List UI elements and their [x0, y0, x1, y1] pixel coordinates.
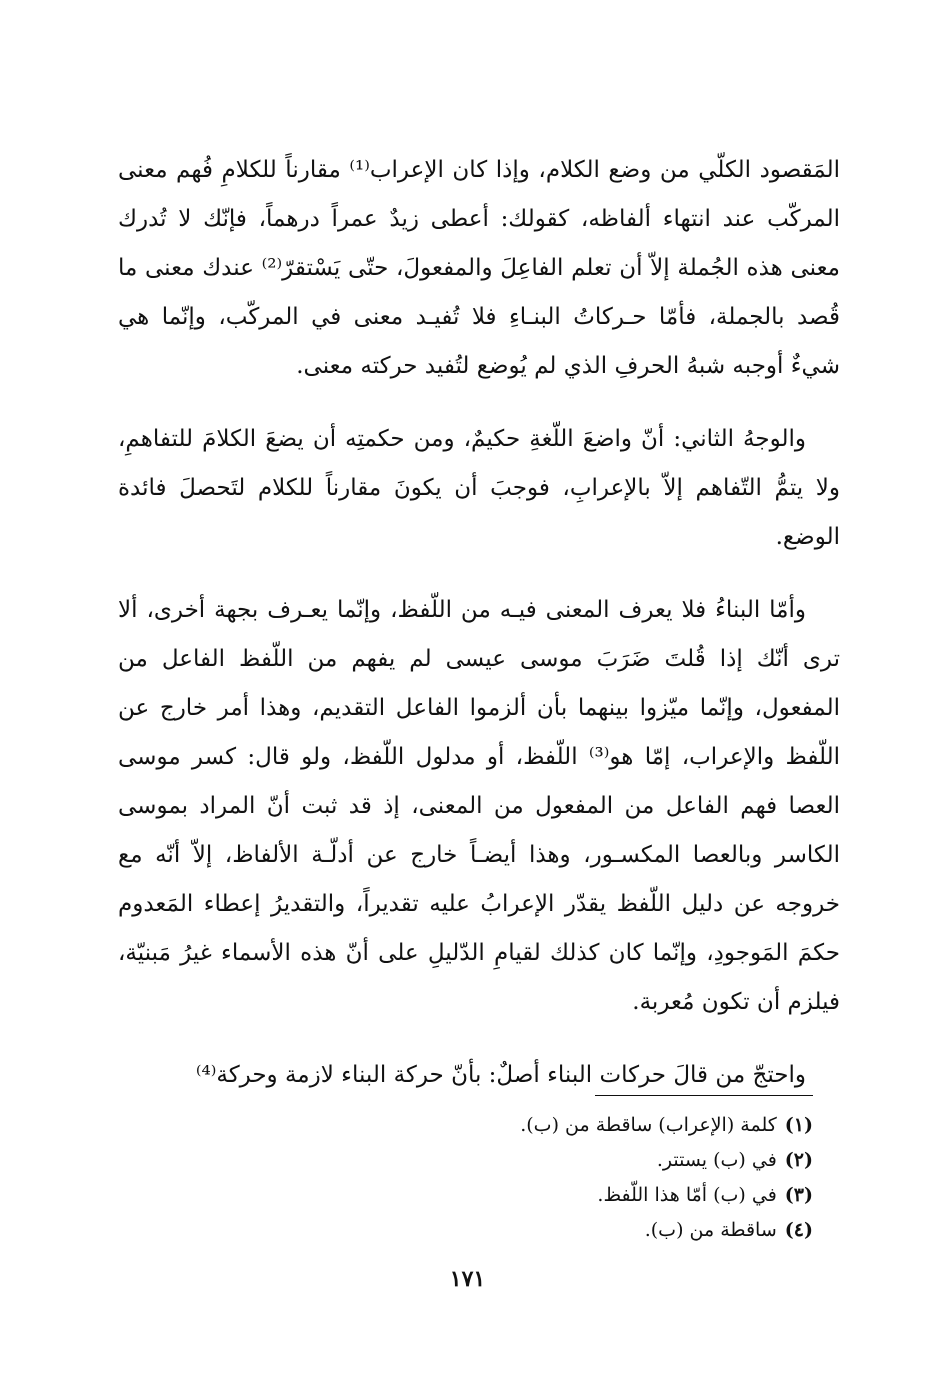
footnote-2: [213, 1143, 813, 1178]
paragraph-4: واحتجّ من قالَ حركات البناء أصلٌ: بأنّ حركة البناء لازمة وحركة⁽⁴⁾: [195, 1062, 806, 1088]
footnote-1: [213, 1108, 813, 1143]
footnote-3: [213, 1178, 813, 1213]
footnotes: [213, 1108, 813, 1248]
footnote-text: كلمة (الإعراب) ساقطة من (ب).: [520, 1114, 777, 1136]
paragraph-2: والوجهُ الثاني: أنّ واضعَ اللّغةِ حكيمٌ، ومن حكمتِه أن يضعَ الكلامَ للتفاهمِ، ولا يتمُّ التّفاهم إلاّ بالإعرابِ، فوجبَ أن يكونَ مقارناً للكلام لتَحصلَ فائدة الوضع.: [118, 426, 840, 550]
footnote-4: [213, 1213, 813, 1248]
footnote-number: (٤): [784, 1219, 813, 1241]
page-number: ١٧١: [449, 1266, 486, 1292]
footnote-text: في (ب) يستتر.: [656, 1149, 777, 1171]
footnote-separator: [595, 1095, 813, 1096]
footnote-number: (٢): [784, 1149, 813, 1171]
main-text: [118, 146, 840, 1100]
footnote-number: (٣): [784, 1184, 813, 1206]
paragraph-3: وأمّا البناءُ فلا يعرف المعنى فيـه من اللّفظ، وإنّما يعـرف بجهة أخرى، ألا ترى أنّك إذا قُلتَ ضَرَبَ موسى عيسى لم يفهم من اللّفظ الفاعل من المفعول، وإنّما ميّزوا بينهما بأن ألزموا الفاعل التقديم، وهذا أمر خارج عن اللّفظ والإعراب، إمّا هو⁽³⁾ اللّفظ، أو مدلول اللّفظ، ولو قال: كسر موسى العصا فهم الفاعل من المفعول من المعنى، إذ قد ثبت أنّ المراد بموسى الكاسر وبالعصا المكسـور، وهذا أيضـاً خارج عن أدلّـة الألفاظ، إلاّ أنّه مع خروجه عن دليل اللّفظ يقدّر الإعرابُ عليه تقديراً، والتقديرُ إعطاء المَعدوم حكمَ المَوجودِ، وإنّما كان كذلك لقيامِ الدّليلِ على أنّ هذه الأسماء غيرُ مَبنيّة، فيلزم أن تكون مُعربة.: [118, 597, 840, 1015]
footnote-text: في (ب) أمّا هذا اللّفظ.: [597, 1184, 777, 1206]
footnote-number: (١): [784, 1114, 813, 1136]
paragraph-1: المَقصود الكلّي من وضع الكلام، وإذا كان الإعراب⁽¹⁾ مقارناً للكلامِ فُهم معنى المركّب عند انتهاء ألفاظه، كقولك: أعطى زيدٌ عمراً درهماً، فإنّك لا تُدرك معنى هذه الجُملة إلاّ أن تعلم الفاعِلَ والمفعولَ، حتّى يَسْتقرّ⁽²⁾ عندك معنى ما قُصد بالجملة، فأمّا حـركاتُ البنـاءِ فلا تُفيـد معنى في المركّب، وإنّما هي شيءٌ أوجبه شبهُ الحرفِ الذي لم يُوضع لتُفيد حركته معنى.: [118, 157, 841, 379]
footnote-text: ساقطة من (ب).: [644, 1219, 777, 1241]
